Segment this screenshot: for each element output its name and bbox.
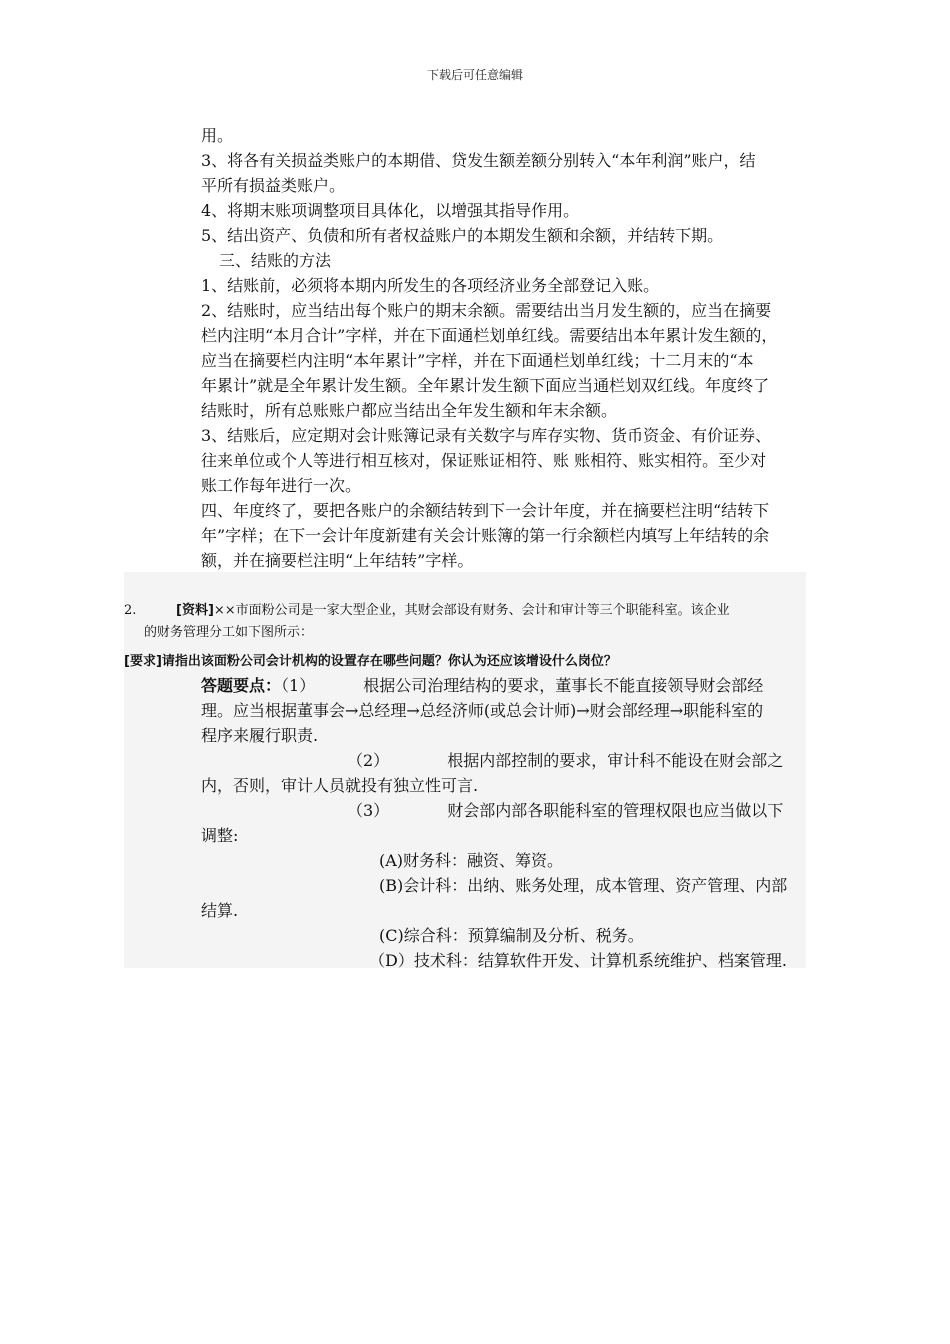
answer-item-d: （D）技术科：结算软件开发、计算机系统维护、档案管理. [369, 951, 787, 970]
answer-line: 程序来履行职责. [201, 726, 319, 745]
paragraph-line: 额，并在摘要栏注明“上年结转”字样。 [201, 551, 474, 570]
paragraph-line: 结账时，所有总账账户都应当结出全年发生额和年末余额。 [201, 401, 618, 420]
paragraph-line: 5、结出资产、负债和所有者权益账户的本期发生额和余额，并结转下期。 [201, 226, 724, 245]
paragraph-line: 1、结账前，必须将本期内所发生的各项经济业务全部登记入账。 [201, 276, 660, 295]
paragraph-line: 账工作每年进行一次。 [201, 476, 362, 495]
answer-item-b: (B)会计科：出纳、账务处理，成本管理、资产管理、内部 [379, 876, 788, 895]
answer-p2-text: 根据内部控制的要求，审计科不能设在财会部之 [447, 751, 784, 770]
question-line [124, 600, 804, 622]
paragraph-line: 栏内注明“本月合计”字样，并在下面通栏划单红线。需要结出本年累计发生额的， [201, 326, 778, 345]
paragraph-line: 四、年度终了，要把各账户的余额结转到下一会计年度，并在摘要栏注明“结转下 [201, 501, 770, 520]
section-heading: 三、结账的方法 [219, 251, 332, 270]
answer-block [201, 673, 811, 973]
question-block [124, 600, 804, 644]
answer-line: 理。应当根据董事会→总经理→总经济师(或总会计师)→财会部经理→职能科室的 [201, 701, 764, 720]
question-text: ××市面粉公司是一家大型企业，其财会部设有财务、会计和审计等三个职能科室。该企业 [213, 603, 730, 618]
text-body [201, 123, 811, 573]
question-number: 2. [124, 603, 137, 618]
answer-line: 调整: [201, 826, 239, 845]
paragraph-line: 年”字样；在下一会计年度新建有关会计账簿的第一行余额栏内填写上年结转的余 [201, 526, 770, 545]
answer-line [201, 798, 811, 823]
paragraph-line: 平所有损益类账户。 [201, 176, 346, 195]
paragraph-line: 年累计”就是全年累计发生额。全年累计发生额下面应当通栏划双红线。年度终了 [201, 376, 770, 395]
answer-label: 答题要点： [201, 676, 282, 695]
answer-line-1 [201, 673, 811, 698]
answer-line [201, 748, 811, 773]
answer-p1-num: （1） [281, 676, 316, 695]
paragraph-line: 应当在摘要栏内注明“本年累计”字样，并在下面通栏划单红线；十二月末的“本 [201, 351, 754, 370]
paragraph-line: 3、结账后，应定期对会计账簿记录有关数字与库存实物、货币资金、有价证券、 [201, 426, 772, 445]
paragraph-line: 4、将期末账项调整项目具体化，以增强其指导作用。 [201, 201, 580, 220]
paragraph-line: 用。 [201, 126, 234, 145]
question-label: [资料] [176, 603, 214, 618]
answer-item-c: (C)综合科：预算编制及分析、税务。 [379, 926, 644, 945]
question-requirement: [要求]请指出该面粉公司会计机构的设置存在哪些问题？你认为还应该增设什么岗位？ [124, 654, 617, 669]
paragraph-line: 3、将各有关损益类账户的本期借、贷发生额差额分别转入“本年利润”账户，结 [201, 151, 756, 170]
question-text-cont: 的财务管理分工如下图所示： [144, 625, 314, 640]
paragraph-line: 2、结账时，应当结出每个账户的期末余额。需要结出当月发生额的，应当在摘要 [201, 301, 772, 320]
answer-p3-text: 财会部内部各职能科室的管理权限也应当做以下 [447, 801, 784, 820]
answer-line: 内，否则，审计人员就投有独立性可言. [201, 776, 479, 795]
answer-p2-num: （2） [347, 751, 390, 770]
answer-item-a: (A)财务科：融资、筹资。 [379, 851, 564, 870]
answer-p1-text: 根据公司治理结构的要求，董事长不能直接领导财会部经 [363, 676, 764, 695]
paragraph-line: 往来单位或个人等进行相互核对，保证账证相符、账 账相符、账实相符。至少对 [201, 451, 767, 470]
answer-p3-num: （3） [347, 801, 390, 820]
answer-line: 结算. [201, 901, 239, 920]
page-header: 下载后可任意编辑 [426, 68, 523, 82]
